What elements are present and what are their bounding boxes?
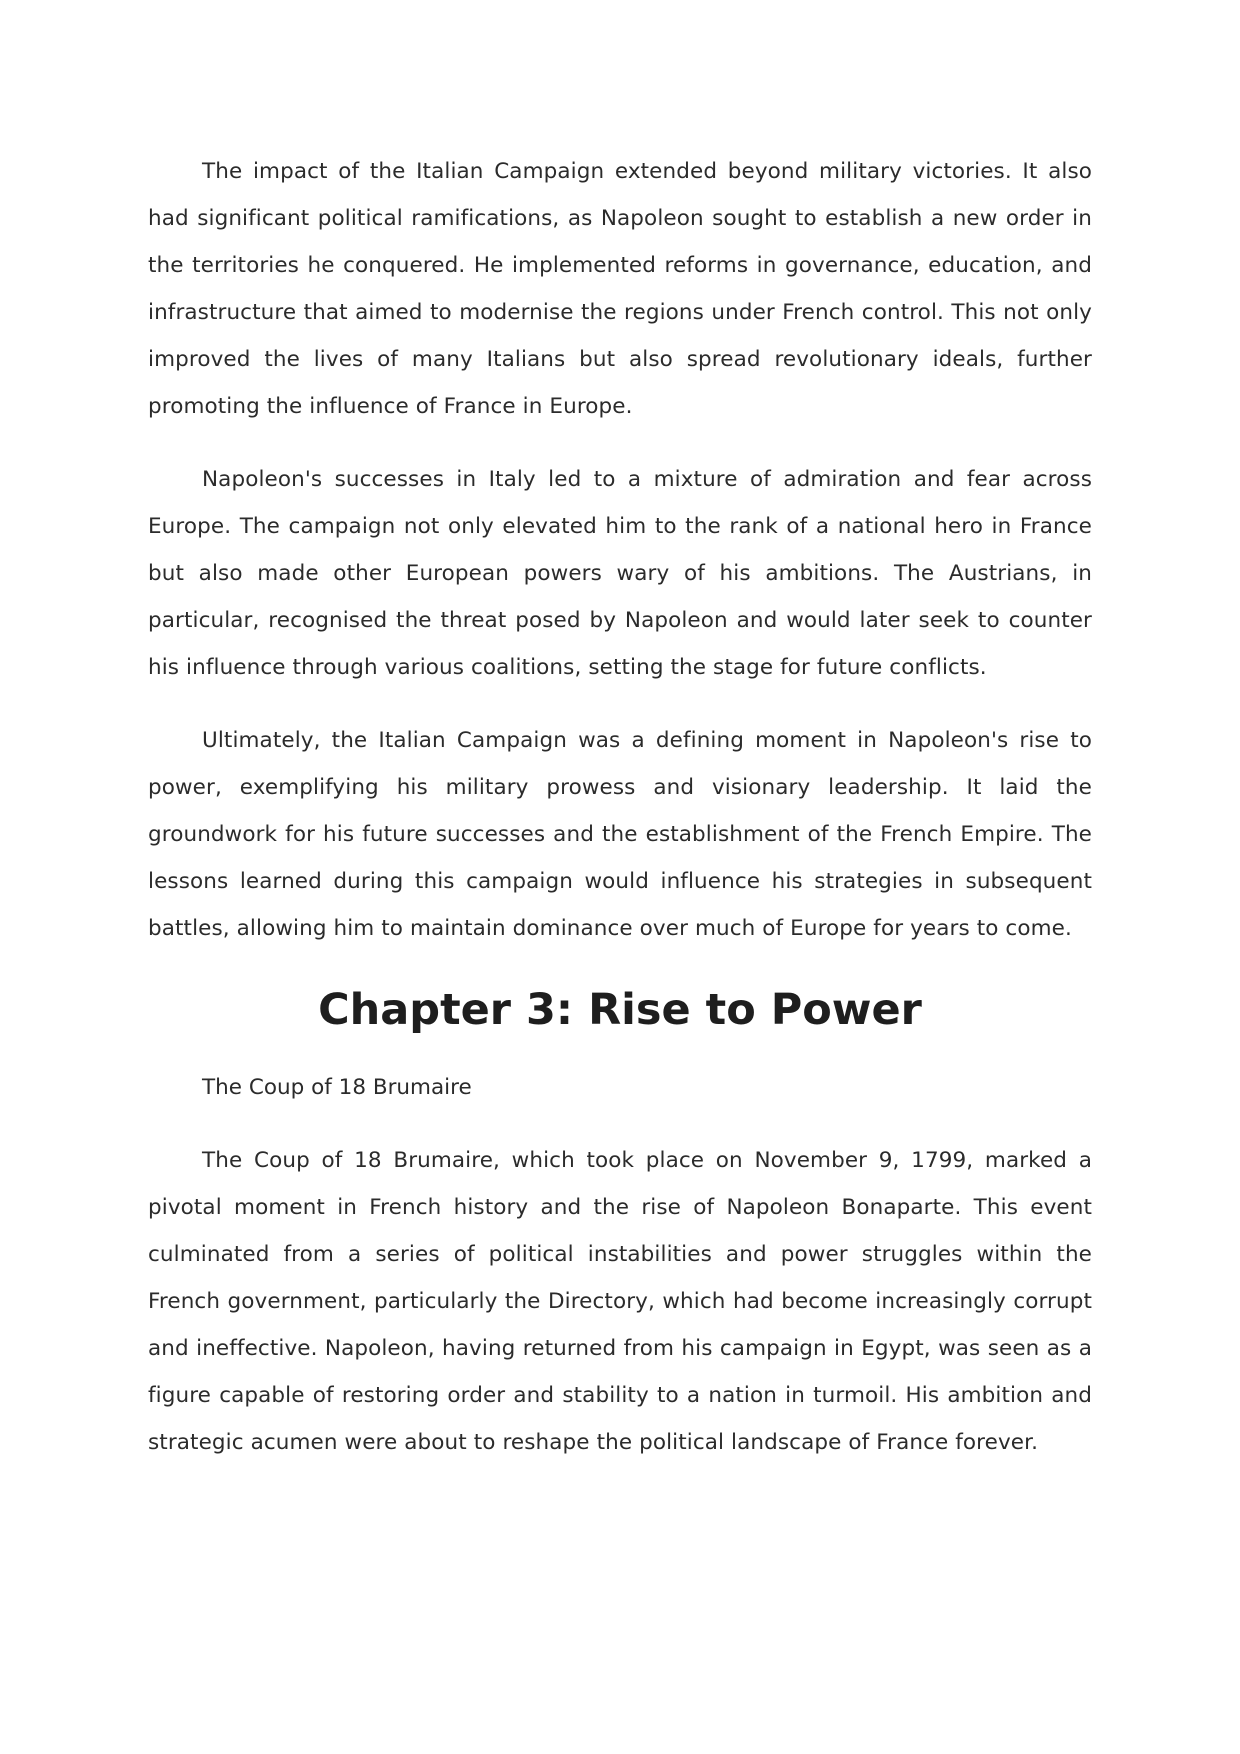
page-content <box>148 148 1092 1492</box>
body-paragraph: Ultimately, the Italian Campaign was a defining moment in Napoleon's rise to power, exemplifying his military prowess and visionary leadership. It laid the groundwork for his future successes and the establishment of the French Empire. The lessons learned during this campaign would influence his strategies in subsequent battles, allowing him to maintain dominance over much of Europe for years to come. <box>148 728 1092 941</box>
body-paragraph: The Coup of 18 Brumaire, which took place on November 9, 1799, marked a pivotal moment in French history and the rise of Napoleon Bonaparte. This event culminated from a series of political instabilities and power struggles within the French government, particularly the Directory, which had become increasingly corrupt and ineffective. Napoleon, having returned from his campaign in Egypt, was seen as a figure capable of restoring order and stability to a nation in turmoil. His ambition and strategic acumen were about to reshape the political landscape of France forever. <box>148 1148 1092 1455</box>
body-paragraph: The impact of the Italian Campaign extended beyond military victories. It also had significant political ramifications, as Napoleon sought to establish a new order in the territories he conquered. He implemented reforms in governance, education, and infrastructure that aimed to modernise the regions under French control. This not only improved the lives of many Italians but also spread revolutionary ideals, further promoting the influence of France in Europe. <box>148 159 1092 419</box>
chapter-title: Chapter 3: Rise to Power <box>318 985 922 1035</box>
body-paragraph: Napoleon's successes in Italy led to a mixture of admiration and fear across Europe. The campaign not only elevated him to the rank of a national hero in France but also made other European powers wary of his ambitions. The Austrians, in particular, recognised the threat posed by Napoleon and would later seek to counter his influence through various coalitions, setting the stage for future conflicts. <box>148 467 1092 680</box>
section-heading: The Coup of 18 Brumaire <box>202 1075 472 1100</box>
